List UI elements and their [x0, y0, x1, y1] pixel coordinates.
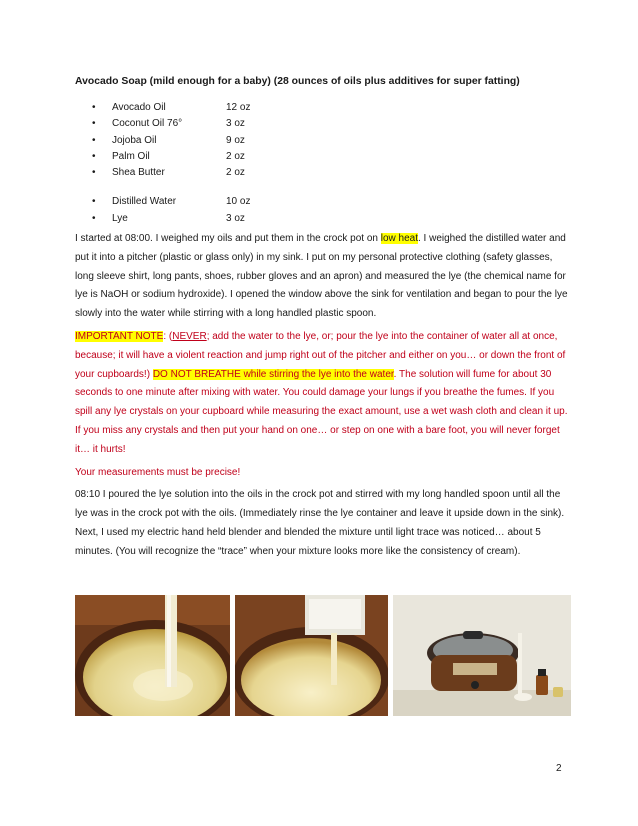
ingredient-qty: 10 oz [226, 196, 251, 208]
never-emphasis: NEVER [172, 331, 207, 343]
ingredient-name: Coconut Oil 76° [112, 118, 183, 130]
page-content [75, 75, 573, 562]
note-text-1: ; add the water to the lye, or; pour the lye into the container of water all at once, because; it will have a violent reaction and jump right out of the pitcher and either on you… or down the front of your cupboards!) [75, 331, 566, 380]
ingredient-name: Jojoba Oil [112, 134, 157, 146]
ingredient-item [75, 100, 573, 116]
ingredient-qty: 9 oz [226, 134, 245, 146]
ingredient-item [75, 165, 573, 181]
photo-pouring-lye [75, 595, 230, 716]
ingredient-item [75, 133, 573, 149]
bullet-icon: • [92, 134, 96, 146]
ingredient-qty: 12 oz [226, 102, 251, 113]
bullet-icon: • [92, 118, 96, 130]
ingredient-item [75, 149, 573, 165]
ingredient-item [75, 194, 573, 210]
ingredient-name: Avocado Oil [112, 102, 166, 113]
ingredient-name: Lye [112, 212, 128, 224]
bullet-icon: • [92, 196, 96, 208]
photo-stirring-oils [235, 595, 388, 716]
low-heat-highlight: low heat [380, 233, 418, 245]
ingredient-list-oils [75, 100, 573, 181]
para1-text: I started at 08:00. I weighed my oils and put them in the crock pot on [75, 233, 381, 245]
instructions-paragraph-2: 08:10 I poured the lye solution into the oils in the crock pot and stirred with my long handled spoon until all the lye was in the crock pot with the oils. (Immediately rinse the lye container and leave it upside down in the sink). Next, I used my electric hand held blender and blended the mixture until light trace was noticed… about 5 minutes. (You will recognize the “trace” when your mixture looks more like the consistency of cream). [75, 489, 565, 557]
do-not-breathe-highlight: DO NOT BREATHE while stirring the lye into the water [152, 368, 394, 380]
note-text-2: . The solution will fume for about 30 seconds to one minute after mixing with water. You could damage your lungs if you breathe the fumes. If you spill any lye crystals on your cupboard while measuring the exact amount, use a wet wash cloth and clean it up. If you miss any crystals and then put your hand on one… or step on one with a bare foot, you will never forget it… it hurts! [75, 368, 568, 455]
page-number: 2 [556, 763, 562, 774]
ingredient-name: Distilled Water [112, 196, 177, 208]
bullet-icon: • [92, 212, 96, 224]
ingredient-item [75, 116, 573, 132]
photo-strip [75, 595, 571, 716]
ingredient-item [75, 211, 573, 227]
important-note [75, 328, 573, 460]
ingredient-name: Shea Butter [112, 167, 165, 179]
ingredient-list-lye [75, 194, 573, 227]
ingredient-qty: 3 oz [226, 212, 245, 224]
bullet-icon: • [92, 102, 96, 113]
photo-crock-pot [393, 595, 571, 716]
bullet-icon: • [92, 150, 96, 162]
ingredient-qty: 2 oz [226, 167, 245, 179]
important-note-label: IMPORTANT NOTE [75, 331, 164, 343]
para1-text-rest: . I weighed the distilled water and put it into a pitcher (plastic or glass only) in my sink. I put on my personal protective clothing (safety glasses, long sleeve shirt, long pants, shoes, rubber gloves and an apron) and measured the lye (the chemical name for lye is NaOH or sodium hydroxide). I opened the window above the sink for ventilation and began to pour the lye slowly into the water while stirring with a long handled plastic spoon. [75, 233, 568, 320]
precise-note: Your measurements must be precise! [75, 466, 241, 478]
bullet-icon: • [92, 167, 96, 179]
ingredient-qty: 3 oz [226, 118, 245, 130]
recipe-title: Avocado Soap (mild enough for a baby) (28 ounces of oils plus additives for super fatting) [75, 76, 520, 87]
ingredient-qty: 2 oz [226, 150, 245, 162]
note-separator: : ( [163, 331, 173, 343]
ingredient-name: Palm Oil [112, 150, 150, 162]
instructions-paragraph-1 [75, 230, 573, 324]
